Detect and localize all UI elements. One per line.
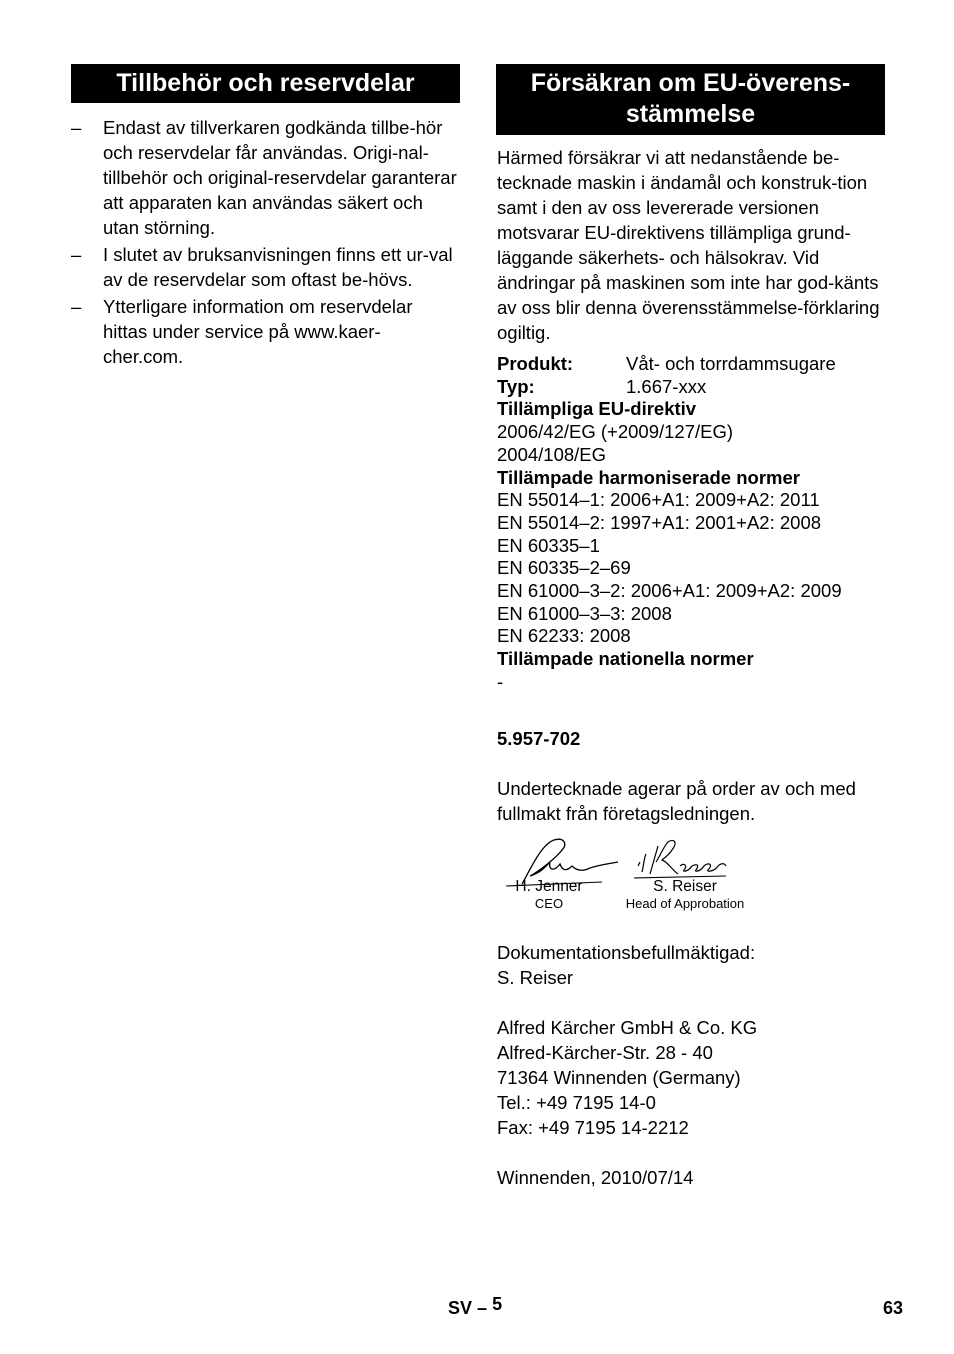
dash-bullet: – (71, 244, 82, 265)
signature-block (496, 830, 885, 940)
address-line: Tel.: +49 7195 14-0 (497, 1091, 656, 1113)
standard-line: EN 55014–2: 1997+A1: 2001+A2: 2008 (497, 511, 822, 533)
address-line: Alfred Kärcher GmbH & Co. KG (497, 1016, 758, 1038)
accessories-list (71, 115, 460, 369)
signatory-jenner (504, 878, 594, 912)
national-value: - (497, 670, 504, 692)
signatory-role: CEO (534, 895, 564, 911)
address-line: 71364 Winnenden (Germany) (497, 1066, 741, 1088)
product-info (497, 353, 885, 694)
signatory-role: Head of Approbation (625, 895, 745, 911)
list-item-text: Ytterligare information om reservdelar hittas under service på www.kaer-cher.com. (103, 296, 413, 367)
standard-line: EN 60335–1 (497, 534, 600, 556)
dash-bullet: – (71, 117, 82, 138)
product-row (497, 353, 885, 376)
national-heading: Tillämpade nationella normer (497, 648, 754, 670)
address-line: Fax: +49 7195 14-2212 (497, 1116, 689, 1138)
heading-line-1: Försäkran om EU-överens- (530, 69, 851, 97)
harmonised-heading: Tillämpade harmoniserade normer (497, 466, 800, 488)
type-label: Typ: (497, 375, 535, 397)
standard-line: EN 61000–3–2: 2006+A1: 2009+A2: 2009 (497, 580, 842, 602)
left-column (71, 64, 460, 371)
heading-line-2: stämmelse (625, 100, 756, 128)
footer-lang: SV (448, 1298, 473, 1318)
list-item-text: Endast av tillverkaren godkända tillbe-hör och reservdelar får användas. Origi-nal-tillbehör och original-reservdelar garanterar att apparaten kan användas säkert och utan störning. (103, 117, 457, 238)
standard-line: EN 62233: 2008 (497, 625, 631, 647)
address-line: Alfred-Kärcher-Str. 28 - 40 (497, 1041, 713, 1063)
product-value: Våt- och torrdammsugare (626, 353, 836, 374)
signatory-name: S. Reiser (653, 877, 717, 895)
directive-line: 2006/42/EG (+2009/127/EG) (497, 421, 734, 443)
standard-line: EN 60335–2–69 (497, 557, 631, 579)
list-item (71, 242, 460, 292)
footer-dash: – (477, 1298, 488, 1318)
directives-heading: Tillämpliga EU-direktiv (497, 398, 697, 420)
signatory-reiser (620, 878, 750, 912)
right-column (496, 64, 885, 1190)
product-label: Produkt: (497, 353, 574, 374)
page-number: 63 (883, 1298, 904, 1318)
order-number: 5.957-702 (497, 727, 581, 749)
section-heading-accessories: Tillbehör och reservdelar (71, 64, 460, 103)
footer-section-page: 5 (492, 1294, 503, 1314)
directive-line: 2004/108/EG (497, 443, 607, 465)
signature-reiser-icon (634, 836, 730, 882)
company-address (496, 1015, 885, 1140)
standard-line: EN 61000–3–3: 2008 (497, 602, 672, 624)
list-item (71, 115, 460, 240)
place-date: Winnenden, 2010/07/14 (497, 1166, 694, 1188)
type-row (497, 376, 885, 399)
doc-authorised-name: S. Reiser (497, 966, 574, 988)
section-heading-eu-declaration (496, 64, 885, 135)
doc-authorised-label: Dokumentationsbefullmäktigad: (497, 941, 756, 963)
list-item (71, 294, 460, 369)
list-item-text: I slutet av bruksanvisningen finns ett ur-val av de reservdelar som oftast be-hövs. (103, 244, 453, 290)
standard-line: EN 55014–1: 2006+A1: 2009+A2: 2011 (497, 489, 820, 511)
signed-text: Undertecknade agerar på order av och med fullmakt från företagsledningen. (497, 777, 856, 824)
dash-bullet: – (71, 296, 82, 317)
footer-section-marker (448, 1294, 503, 1319)
signatory-name: H. Jenner (515, 877, 583, 895)
type-value: 1.667-xxx (626, 375, 707, 397)
declaration-intro: Härmed försäkrar vi att nedanstående be-tecknade maskin i ändamål och konstruk-tion samt i den av oss levererade versionen motsvarar EU-direktivens tillämpliga grund-läggande säkerhets- och hälsokrav. Vid ändringar på maskinen som inte har god-känts av oss blir denna överensstämmelse-förklaring ogiltig. (497, 147, 880, 343)
